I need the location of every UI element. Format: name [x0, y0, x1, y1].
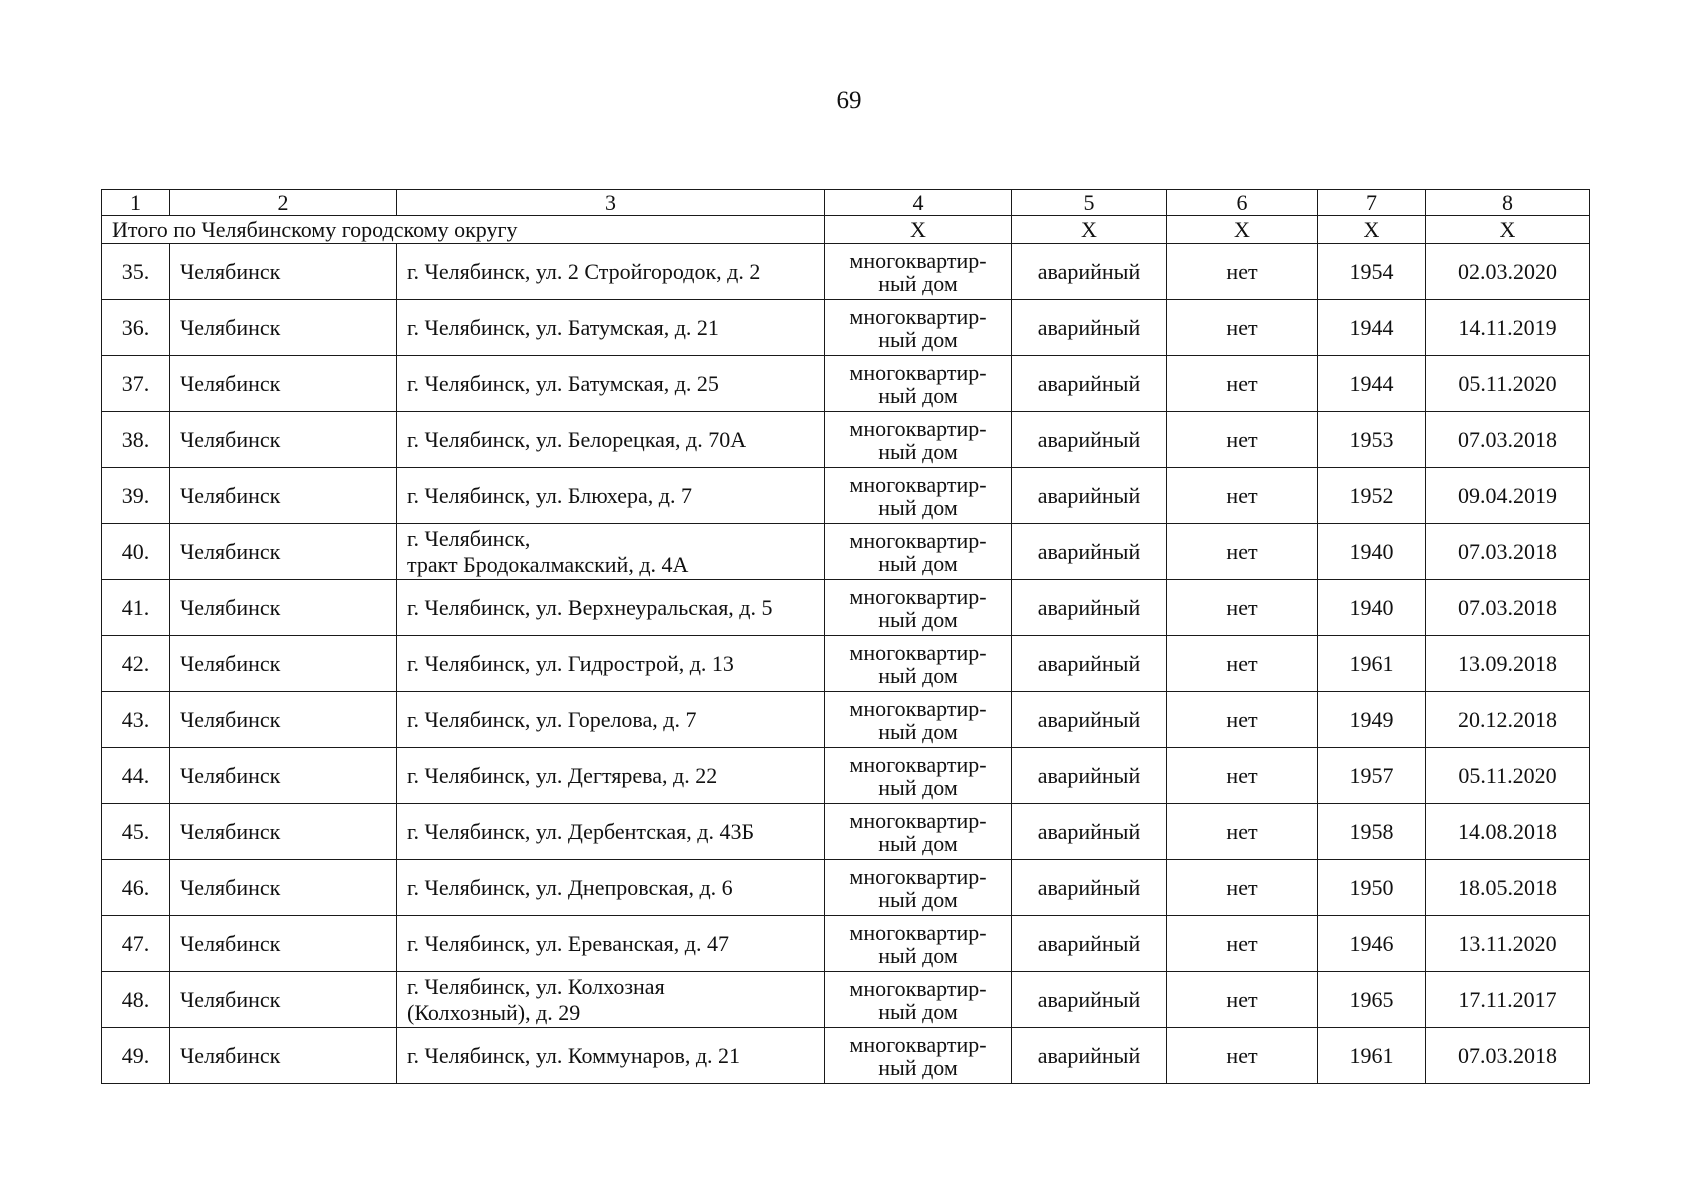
date-cell: 02.03.2020 — [1426, 244, 1590, 300]
row-number: 46. — [102, 860, 170, 916]
table-row — [102, 860, 1590, 916]
building-type-line: многоквартир- — [849, 1031, 987, 1057]
table-row — [102, 692, 1590, 748]
address-cell — [397, 524, 825, 580]
city-cell: Челябинск — [170, 524, 397, 580]
address-cell — [397, 972, 825, 1028]
address-cell — [397, 636, 825, 692]
year-cell: 1952 — [1318, 468, 1426, 524]
date-cell: 07.03.2018 — [1426, 1028, 1590, 1084]
flag-cell: нет — [1167, 916, 1318, 972]
address-cell — [397, 356, 825, 412]
address-cell — [397, 692, 825, 748]
building-type-line: многоквартир- — [849, 919, 987, 945]
address-cell — [397, 804, 825, 860]
flag-cell: нет — [1167, 1028, 1318, 1084]
address-cell — [397, 300, 825, 356]
flag-cell: нет — [1167, 356, 1318, 412]
building-type-cell — [825, 244, 1012, 300]
status-cell: аварийный — [1012, 692, 1167, 748]
table-row — [102, 244, 1590, 300]
building-type-cell — [825, 1028, 1012, 1084]
year-cell: 1953 — [1318, 412, 1426, 468]
year-cell: 1940 — [1318, 524, 1426, 580]
city-cell: Челябинск — [170, 636, 397, 692]
date-cell: 05.11.2020 — [1426, 356, 1590, 412]
row-number: 45. — [102, 804, 170, 860]
year-cell: 1946 — [1318, 916, 1426, 972]
building-type-line: ный дом — [878, 774, 958, 800]
year-cell: 1944 — [1318, 356, 1426, 412]
year-cell: 1950 — [1318, 860, 1426, 916]
building-type-line: ный дом — [878, 382, 958, 408]
city-cell: Челябинск — [170, 692, 397, 748]
row-number: 38. — [102, 412, 170, 468]
building-type-line: ный дом — [878, 270, 958, 296]
date-cell: 09.04.2019 — [1426, 468, 1590, 524]
date-cell: 07.03.2018 — [1426, 524, 1590, 580]
column-number-6: 6 — [1167, 190, 1318, 216]
flag-cell: нет — [1167, 972, 1318, 1028]
address-line: г. Челябинск, ул. Белорецкая, д. 70А — [407, 426, 747, 452]
year-cell: 1940 — [1318, 580, 1426, 636]
address-cell — [397, 748, 825, 804]
date-cell: 14.11.2019 — [1426, 300, 1590, 356]
address-cell — [397, 860, 825, 916]
status-cell: аварийный — [1012, 412, 1167, 468]
address-line: г. Челябинск, ул. Батумская, д. 21 — [407, 314, 719, 340]
building-type-line: многоквартир- — [849, 303, 987, 329]
date-cell: 18.05.2018 — [1426, 860, 1590, 916]
table-row — [102, 972, 1590, 1028]
building-type-line: ный дом — [878, 326, 958, 352]
flag-cell: нет — [1167, 692, 1318, 748]
flag-cell: нет — [1167, 468, 1318, 524]
address-line: г. Челябинск, ул. Дегтярева, д. 22 — [407, 762, 718, 788]
row-number: 42. — [102, 636, 170, 692]
status-cell: аварийный — [1012, 972, 1167, 1028]
year-cell: 1954 — [1318, 244, 1426, 300]
table-row — [102, 580, 1590, 636]
row-number: 44. — [102, 748, 170, 804]
address-line: г. Челябинск, ул. Колхозная — [407, 973, 665, 999]
page-number: 69 — [836, 87, 862, 114]
year-cell: 1944 — [1318, 300, 1426, 356]
column-number-7: 7 — [1318, 190, 1426, 216]
building-type-cell — [825, 356, 1012, 412]
year-cell: 1949 — [1318, 692, 1426, 748]
row-number: 49. — [102, 1028, 170, 1084]
building-type-line: многоквартир- — [849, 975, 987, 1001]
address-cell — [397, 468, 825, 524]
row-number: 37. — [102, 356, 170, 412]
city-cell: Челябинск — [170, 412, 397, 468]
table-row — [102, 356, 1590, 412]
address-cell — [397, 580, 825, 636]
flag-cell: нет — [1167, 748, 1318, 804]
row-number: 36. — [102, 300, 170, 356]
date-cell: 14.08.2018 — [1426, 804, 1590, 860]
city-cell: Челябинск — [170, 580, 397, 636]
building-type-line: многоквартир- — [849, 695, 987, 721]
address-line: г. Челябинск, — [407, 525, 531, 551]
city-cell: Челябинск — [170, 748, 397, 804]
city-cell: Челябинск — [170, 244, 397, 300]
building-type-line: многоквартир- — [849, 415, 987, 441]
row-number: 41. — [102, 580, 170, 636]
building-type-cell — [825, 636, 1012, 692]
date-cell: 13.11.2020 — [1426, 916, 1590, 972]
status-cell: аварийный — [1012, 636, 1167, 692]
row-number: 48. — [102, 972, 170, 1028]
address-cell — [397, 1028, 825, 1084]
table-row — [102, 412, 1590, 468]
address-line: г. Челябинск, ул. Гидрострой, д. 13 — [407, 650, 734, 676]
date-cell: 07.03.2018 — [1426, 412, 1590, 468]
city-cell: Челябинск — [170, 356, 397, 412]
date-cell: 05.11.2020 — [1426, 748, 1590, 804]
building-type-line: ный дом — [878, 718, 958, 744]
address-line: тракт Бродокалмакский, д. 4А — [407, 551, 689, 577]
building-type-cell — [825, 748, 1012, 804]
flag-cell: нет — [1167, 300, 1318, 356]
city-cell: Челябинск — [170, 300, 397, 356]
building-type-line: ный дом — [878, 550, 958, 576]
table-row — [102, 804, 1590, 860]
table-row — [102, 524, 1590, 580]
status-cell: аварийный — [1012, 244, 1167, 300]
city-cell: Челябинск — [170, 804, 397, 860]
building-type-line: многоквартир- — [849, 527, 987, 553]
building-type-cell — [825, 580, 1012, 636]
status-cell: аварийный — [1012, 524, 1167, 580]
building-type-line: многоквартир- — [849, 639, 987, 665]
address-line: г. Челябинск, ул. Коммунаров, д. 21 — [407, 1042, 741, 1068]
building-type-cell — [825, 412, 1012, 468]
address-line: г. Челябинск, ул. Горелова, д. 7 — [407, 706, 697, 732]
building-type-line: многоквартир- — [849, 807, 987, 833]
status-cell: аварийный — [1012, 860, 1167, 916]
building-type-line: ный дом — [878, 942, 958, 968]
column-number-8: 8 — [1426, 190, 1590, 216]
housing-table — [101, 189, 1590, 1084]
status-cell: аварийный — [1012, 468, 1167, 524]
building-type-cell — [825, 916, 1012, 972]
table-row — [102, 1028, 1590, 1084]
year-cell: 1965 — [1318, 972, 1426, 1028]
address-line: г. Челябинск, ул. 2 Стройгородок, д. 2 — [407, 258, 761, 284]
date-cell: 20.12.2018 — [1426, 692, 1590, 748]
building-type-cell — [825, 860, 1012, 916]
column-number-4: 4 — [825, 190, 1012, 216]
column-number-1: 1 — [102, 190, 170, 216]
status-cell: аварийный — [1012, 804, 1167, 860]
date-cell: 17.11.2017 — [1426, 972, 1590, 1028]
address-line: г. Челябинск, ул. Верхнеуральская, д. 5 — [407, 594, 773, 620]
total-row-label: Итого по Челябинскому городскому округу — [102, 216, 825, 244]
total-row-mark: Х — [1012, 216, 1167, 244]
column-number-3: 3 — [397, 190, 825, 216]
status-cell: аварийный — [1012, 300, 1167, 356]
year-cell: 1957 — [1318, 748, 1426, 804]
building-type-line: ный дом — [878, 1054, 958, 1080]
flag-cell: нет — [1167, 524, 1318, 580]
total-row-mark: Х — [1318, 216, 1426, 244]
city-cell: Челябинск — [170, 468, 397, 524]
building-type-line: ный дом — [878, 494, 958, 520]
city-cell: Челябинск — [170, 916, 397, 972]
address-line: г. Челябинск, ул. Днепровская, д. 6 — [407, 874, 733, 900]
row-number: 43. — [102, 692, 170, 748]
flag-cell: нет — [1167, 636, 1318, 692]
address-cell — [397, 244, 825, 300]
table-row — [102, 916, 1590, 972]
flag-cell: нет — [1167, 804, 1318, 860]
building-type-line: многоквартир- — [849, 751, 987, 777]
building-type-line: многоквартир- — [849, 863, 987, 889]
city-cell: Челябинск — [170, 860, 397, 916]
total-row-mark: Х — [1426, 216, 1590, 244]
status-cell: аварийный — [1012, 916, 1167, 972]
building-type-cell — [825, 524, 1012, 580]
building-type-line: ный дом — [878, 998, 958, 1024]
building-type-cell — [825, 804, 1012, 860]
year-cell: 1961 — [1318, 636, 1426, 692]
column-number-5: 5 — [1012, 190, 1167, 216]
table-row — [102, 748, 1590, 804]
row-number: 39. — [102, 468, 170, 524]
table-row — [102, 300, 1590, 356]
city-cell: Челябинск — [170, 972, 397, 1028]
status-cell: аварийный — [1012, 580, 1167, 636]
address-cell — [397, 412, 825, 468]
address-line: г. Челябинск, ул. Блюхера, д. 7 — [407, 482, 692, 508]
building-type-line: ный дом — [878, 662, 958, 688]
row-number: 47. — [102, 916, 170, 972]
year-cell: 1958 — [1318, 804, 1426, 860]
building-type-line: ный дом — [878, 606, 958, 632]
date-cell: 13.09.2018 — [1426, 636, 1590, 692]
address-line: г. Челябинск, ул. Дербентская, д. 43Б — [407, 818, 755, 844]
flag-cell: нет — [1167, 580, 1318, 636]
date-cell: 07.03.2018 — [1426, 580, 1590, 636]
total-row-mark: Х — [1167, 216, 1318, 244]
building-type-cell — [825, 468, 1012, 524]
address-line: (Колхозный), д. 29 — [407, 999, 581, 1025]
status-cell: аварийный — [1012, 748, 1167, 804]
building-type-line: ный дом — [878, 886, 958, 912]
building-type-line: многоквартир- — [849, 583, 987, 609]
total-row-mark: Х — [825, 216, 1012, 244]
column-number-2: 2 — [170, 190, 397, 216]
flag-cell: нет — [1167, 244, 1318, 300]
row-number: 35. — [102, 244, 170, 300]
status-cell: аварийный — [1012, 1028, 1167, 1084]
building-type-cell — [825, 972, 1012, 1028]
building-type-cell — [825, 692, 1012, 748]
flag-cell: нет — [1167, 860, 1318, 916]
row-number: 40. — [102, 524, 170, 580]
year-cell: 1961 — [1318, 1028, 1426, 1084]
table-row — [102, 636, 1590, 692]
address-line: г. Челябинск, ул. Ереванская, д. 47 — [407, 930, 729, 956]
total-row — [102, 216, 1590, 244]
status-cell: аварийный — [1012, 356, 1167, 412]
building-type-line: многоквартир- — [849, 359, 987, 385]
building-type-line: ный дом — [878, 438, 958, 464]
address-cell — [397, 916, 825, 972]
flag-cell: нет — [1167, 412, 1318, 468]
building-type-line: многоквартир- — [849, 247, 987, 273]
building-type-cell — [825, 300, 1012, 356]
address-line: г. Челябинск, ул. Батумская, д. 25 — [407, 370, 719, 396]
column-number-row — [102, 190, 1590, 216]
city-cell: Челябинск — [170, 1028, 397, 1084]
building-type-line: ный дом — [878, 830, 958, 856]
building-type-line: многоквартир- — [849, 471, 987, 497]
table-row — [102, 468, 1590, 524]
